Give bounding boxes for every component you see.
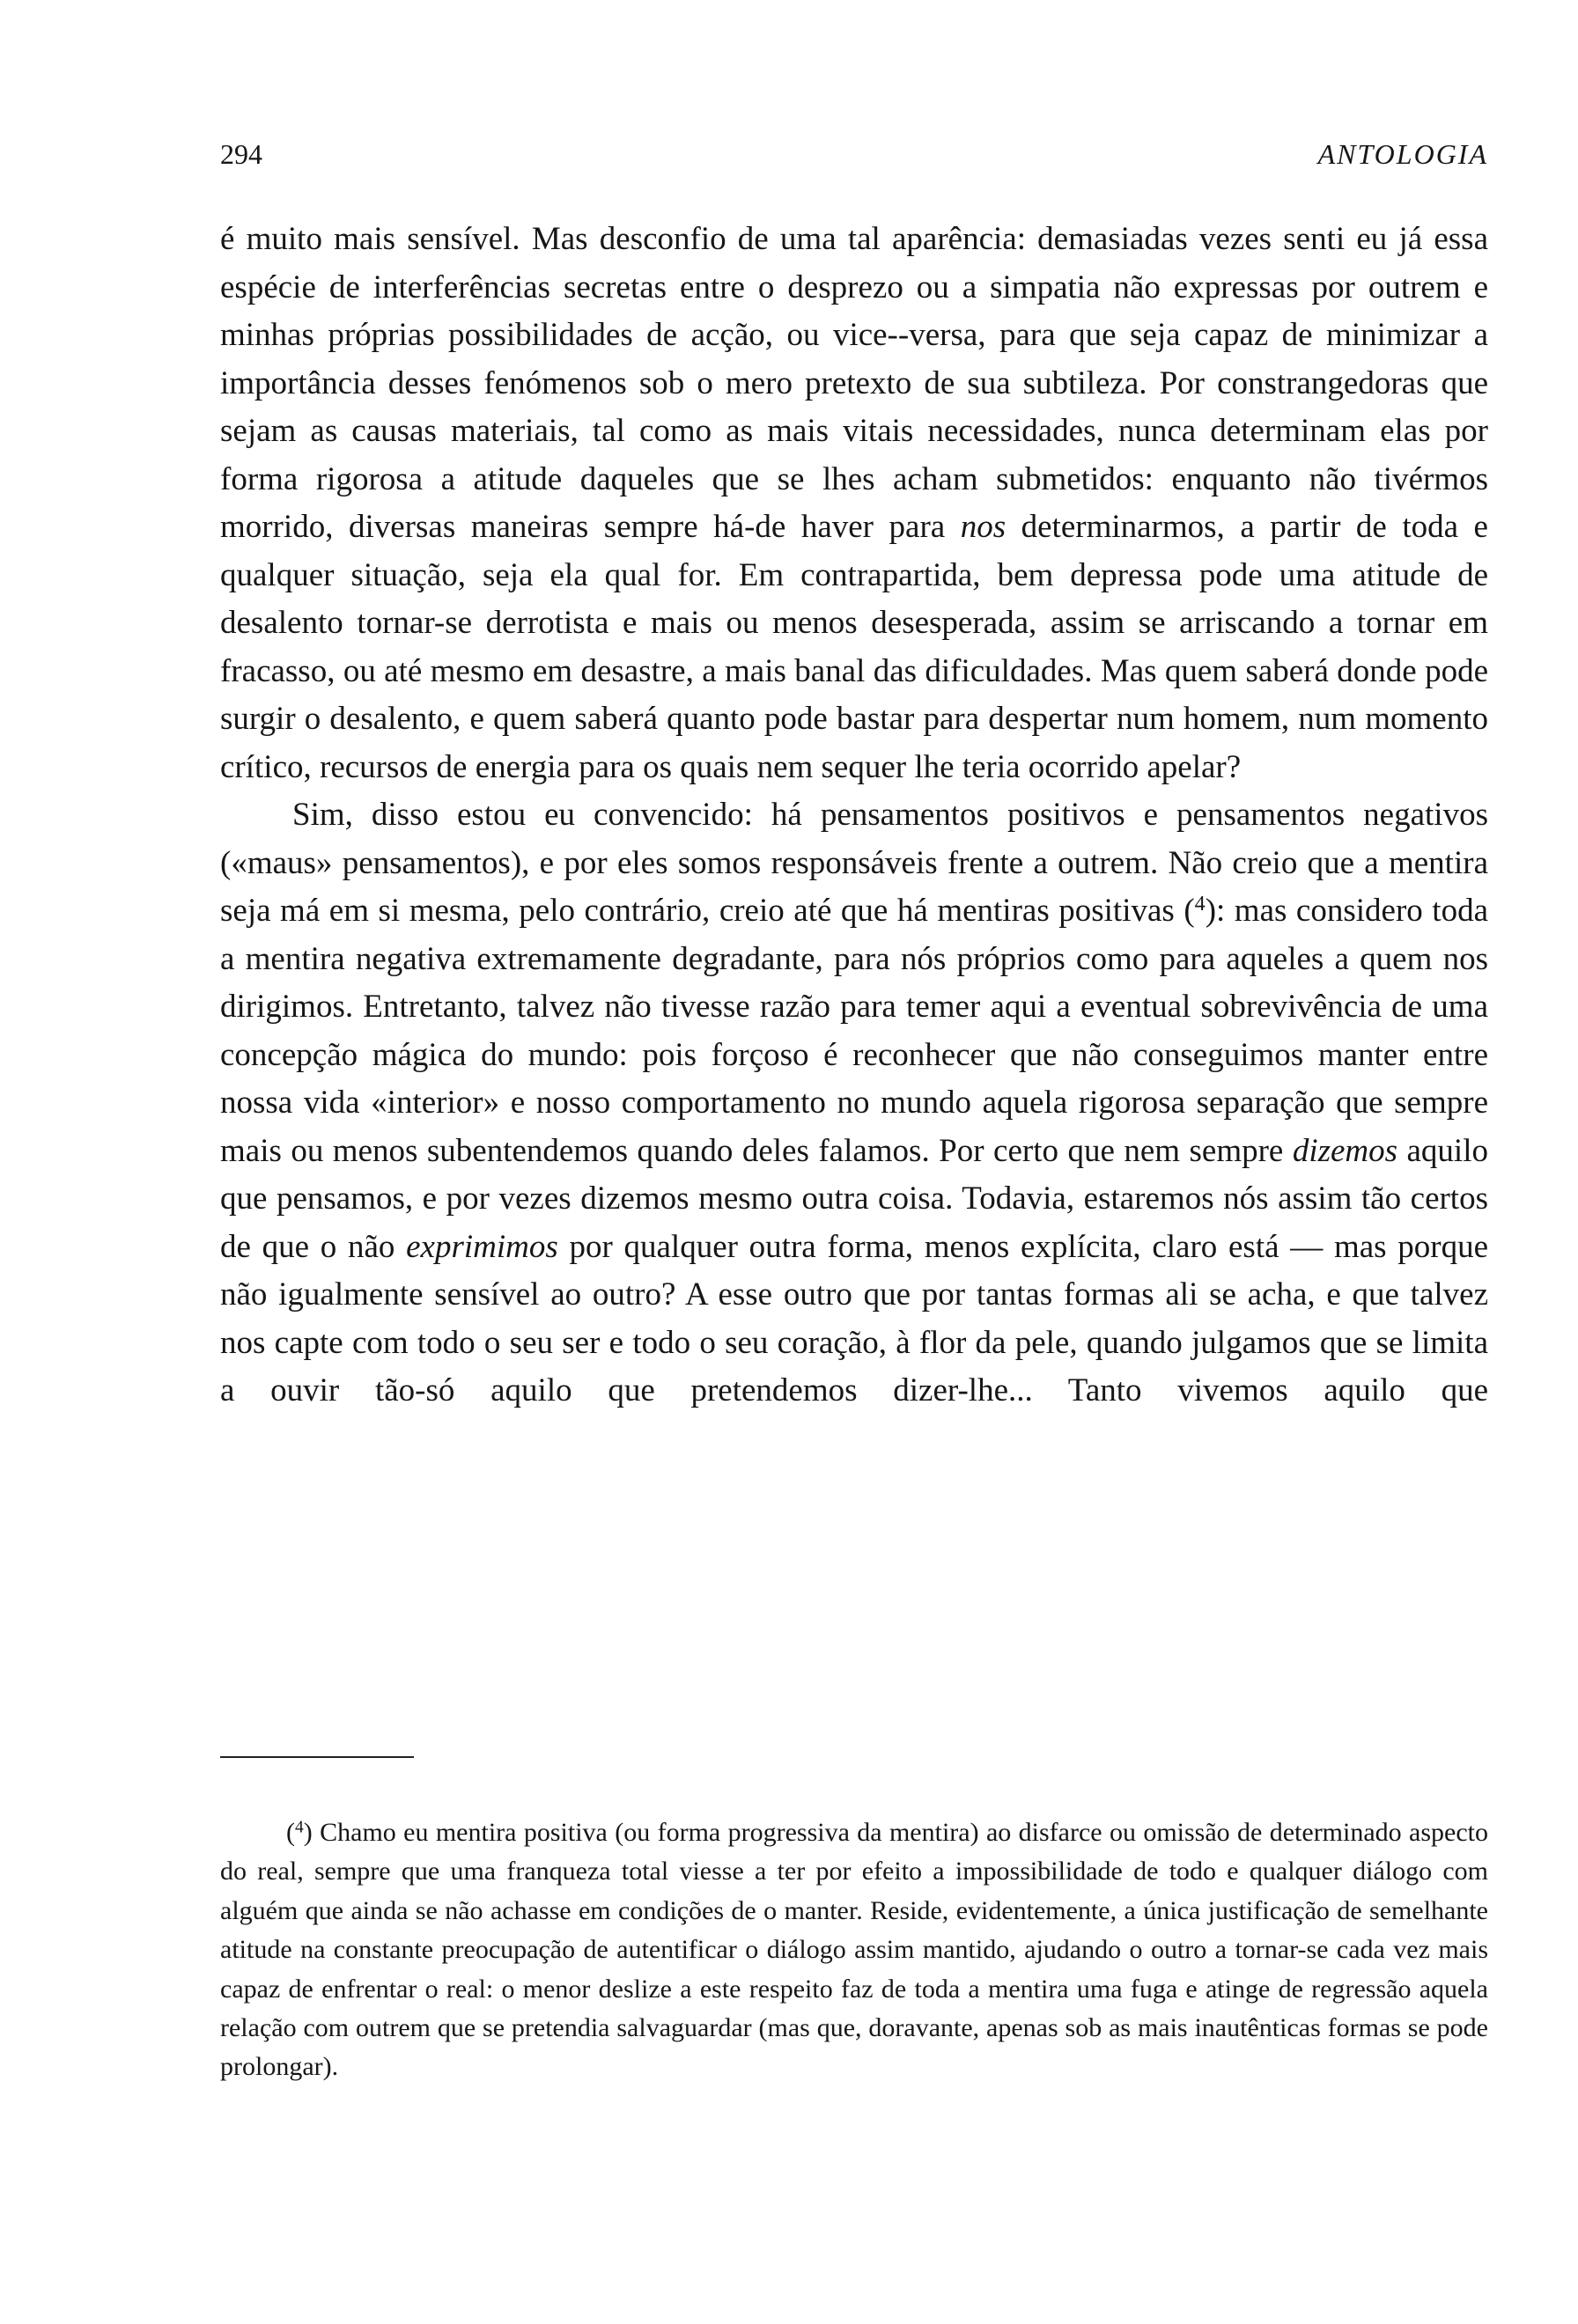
paragraph-2-text-b: ): mas considero toda a mentira negativa extremamente degradante, para nós próprios como para aqueles a quem nos dirigimos. Entretanto, talvez não tivesse razão para temer aqui a eventual sobrevivência de uma concepção mágica do mundo: pois forçoso é reconhecer que não conseguimos manter entre nossa vida «interior» e nosso comportamento no mundo aquela rigorosa separação que sempre mais ou menos subentendemos quando deles falamos. Por certo que nem sempre: [220, 893, 1489, 1169]
footnote-text: Chamo eu mentira positiva (ou forma progressiva da mentira) ao disfarce ou omissão de determinado aspecto do real, sempre que uma franqueza total viesse a ter por efeito a impossibilidade de todo e qualquer diálogo com alguém que ainda se não achasse em condições de o manter. Reside, evidentemente, a única justificação de semelhante atitude na constante preocupação de autentificar o diálogo assim mantido, ajudando o outro a tornar-se cada vez mais capaz de enfrentar o real: o menor deslize a este respeito faz de toda a mentira uma fuga e atinge de regressão aquela relação com outrem que se pretendia salvaguardar (mas que, doravante, apenas sob as mais inautênticas formas se pode prolongar).: [220, 1818, 1488, 2082]
paragraph-1-text-continued: determinarmos, a partir de toda e qualquer situação, seja ela qual for. Em contrapartida, bem depressa pode uma atitude de desalento tornar-se derrotista e mais ou menos desesperada, assim se arriscando a tornar em fracasso, ou até mesmo em desastre, a mais banal das dificuldades. Mas quem saberá donde pode surgir o desalento, e quem saberá quanto pode bastar para despertar num homem, num momento crítico, recursos de energia para os quais nem sequer lhe teria ocorrido apelar?: [220, 509, 1488, 785]
footnote-4: [220, 1813, 1488, 2087]
running-title: ANTOLOGIA: [1317, 138, 1488, 170]
paragraph-2-text: Sim, disso estou eu convencido: há pensamentos positivos e pensamentos negativos («maus» pensamentos), e por eles somos responsáveis frente a outrem. Não creio que a mentira seja má em si mesma, pelo contrário, creio até que há mentiras positivas (: [220, 797, 1488, 929]
page-number: 294: [220, 138, 262, 170]
footnote-marker-close: ): [303, 1818, 313, 1847]
paragraph-1: [220, 216, 1488, 791]
paragraph-2: [220, 791, 1488, 1416]
paragraph-2-italic-1: dizemos: [1292, 1132, 1398, 1169]
paragraph-1-italic: nos: [960, 509, 1007, 545]
footnote-marker-number: 4: [295, 1818, 304, 1837]
page-header: [220, 132, 1488, 176]
paragraph-1-text: é muito mais sensível. Mas desconfio de uma tal aparência: demasiadas vezes senti eu já essa espécie de interferências secretas entre o desprezo ou a simpatia não expressas por outrem e minhas próprias possibilidades de acção, ou vice--versa, para que seja capaz de minimizar a importância desses fenómenos sob o mero pretexto de sua subtileza. Por constrangedoras que sejam as causas materiais, tal como as mais vitais necessidades, nunca determinam elas por forma rigorosa a atitude daqueles que se lhes acham submetidos: enquanto não tivérmos morrido, diversas maneiras sempre há-de haver para: [220, 221, 1488, 545]
body-text: [220, 216, 1488, 1416]
paragraph-2-text-d: por qualquer outra forma, menos explícita, claro está — mas porque não igualmente sensível ao outro? A esse outro que por tantas formas ali se acha, e que talvez nos capte com todo o seu ser e todo o seu coração, à flor da pele, quando julgamos que se limita a ouvir tão-só aquilo que pretendemos dizer-lhe... Tanto vivemos aquilo que: [220, 1228, 1488, 1408]
paragraph-2-text-c: aquilo que pensamos, e por vezes dizemos mesmo outra coisa. Todavia, estaremos nós assim tão certos de que o não: [220, 1132, 1488, 1265]
paragraph-2-italic-2: exprimimos: [406, 1228, 558, 1265]
footnote-separator: [220, 1756, 414, 1758]
footnote-reference[interactable]: 4: [1194, 892, 1206, 916]
footnote-marker-open: (: [286, 1818, 295, 1847]
footnote: [220, 1813, 1488, 2087]
